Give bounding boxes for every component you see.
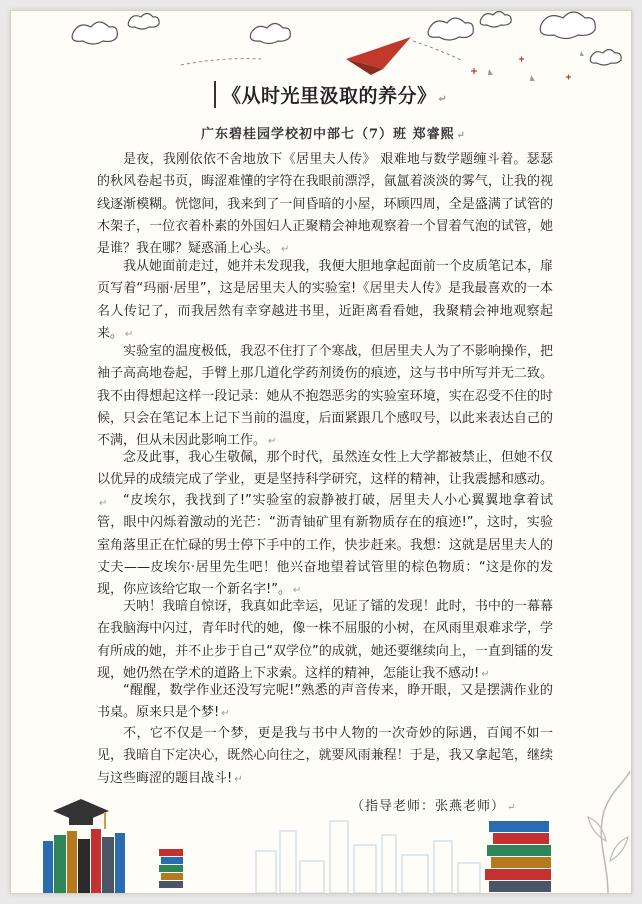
paragraph: “醒醒，数学作业还没写完呢!”熟悉的声音传来，睁开眼，又是摆满作业的书桌。原来只是个梦! ↵ bbox=[97, 683, 553, 721]
paragraph: 念及此事，我心生敬佩，那个时代，虽然连女性上大学都被禁止，但她不仅以优异的成绩完成了学业，更是坚持科学研究，这样的精神，让我震撼和感动。↵ bbox=[97, 450, 553, 509]
city-skyline-decoration bbox=[246, 811, 496, 893]
book-stack-icon bbox=[481, 811, 601, 893]
paragraph: 我从她面前走过，她并未发现我，我便大胆地拿起面前一个皮质笔记本，扉页写着“玛丽·居里”，这是居里夫人的实验室!《居里夫人传》是我最喜欢的一本名人传记了，而我居然有幸穿越进书里，近距离看看她，我聚精会神地观察起来。 ↵ bbox=[97, 259, 553, 341]
books-stack-icon bbox=[31, 781, 201, 893]
paper-plane-icon bbox=[346, 37, 411, 75]
author-byline: 广东碧桂园学校初中部七（7）班 郑睿熙 ↵ bbox=[201, 127, 466, 142]
letter-page bbox=[10, 10, 632, 894]
paragraph: “皮埃尔，我找到了!”实验室的寂静被打破，居里夫人小心翼翼地拿着试管，眼中闪烁着激动的光芒：“沥青铀矿里有新物质存在的痕迹!”，这时，实验室角落里正在忙碌的男士停下手中的工作，快步赶来。我想：这就是居里夫人的丈夫——皮埃尔·居里先生吧！他兴奋地望着试管里的棕色物质：“这是你的发现，你应该给它取一个新名字!”。 ↵ bbox=[97, 493, 553, 598]
advisor-note: （指导老师：张燕老师） ↵ bbox=[351, 799, 517, 814]
paragraph: 是夜，我刚依依不舍地放下《居里夫人传》 艰难地与数学题缠斗着。瑟瑟的秋风卷起书页，晦涩难懂的字符在我眼前漂浮，氤氲着淡淡的雾气，让我的视线逐渐模糊。恍惚间，我来到了一间昏暗的小屋，环顾四周，全是盛满了试管的木架子，一位衣着朴素的外国妇人正聚精会神地观察着一个冒着气泡的试管，她是谁？我在哪？疑惑涌上心头。 ↵ bbox=[97, 152, 553, 257]
paragraph: 不，它不仅是一个梦，更是我与书中人物的一次奇妙的际遇，百闻不如一见，我暗自下定决心，既然心向往之，就要风雨兼程！于是，我又拿起笔，继续与这些晦涩的题目战斗! ↵ bbox=[97, 726, 553, 786]
paragraph: 实验室的温度极低，我忍不住打了个寒战，但居里夫人为了不影响操作，把袖子高高地卷起，手臂上那几道化学药剂烫伤的痕迹，这与书中所写并无二致。我不由得想起这样一段记录：她从不抱怨恶劣的实验室环境，实在忍受不住的时候，只会在笔记本上记下当前的温度，后面紧跟几个感叹号，以此来表达自己的不满，但从未因此影响工作。 ↵ bbox=[97, 344, 553, 449]
paragraph: 天呐！我暗自惊讶，我真如此幸运，见证了镭的发现！此时，书中的一幕幕在我脑海中闪过，青年时代的她，像一株不屈服的小树，在风雨里艰难求学，学有所成的她，并不止步于自己“双学位”的成就，她还要继续向上，一直到镭的发现，她仍然在学术的道路上下求索。这样的精神，怎能让我不感动! ↵ bbox=[97, 599, 553, 681]
plant-decoration bbox=[586, 771, 631, 893]
essay-title: 《从时光里汲取的养分》 ↵ bbox=[214, 81, 447, 108]
